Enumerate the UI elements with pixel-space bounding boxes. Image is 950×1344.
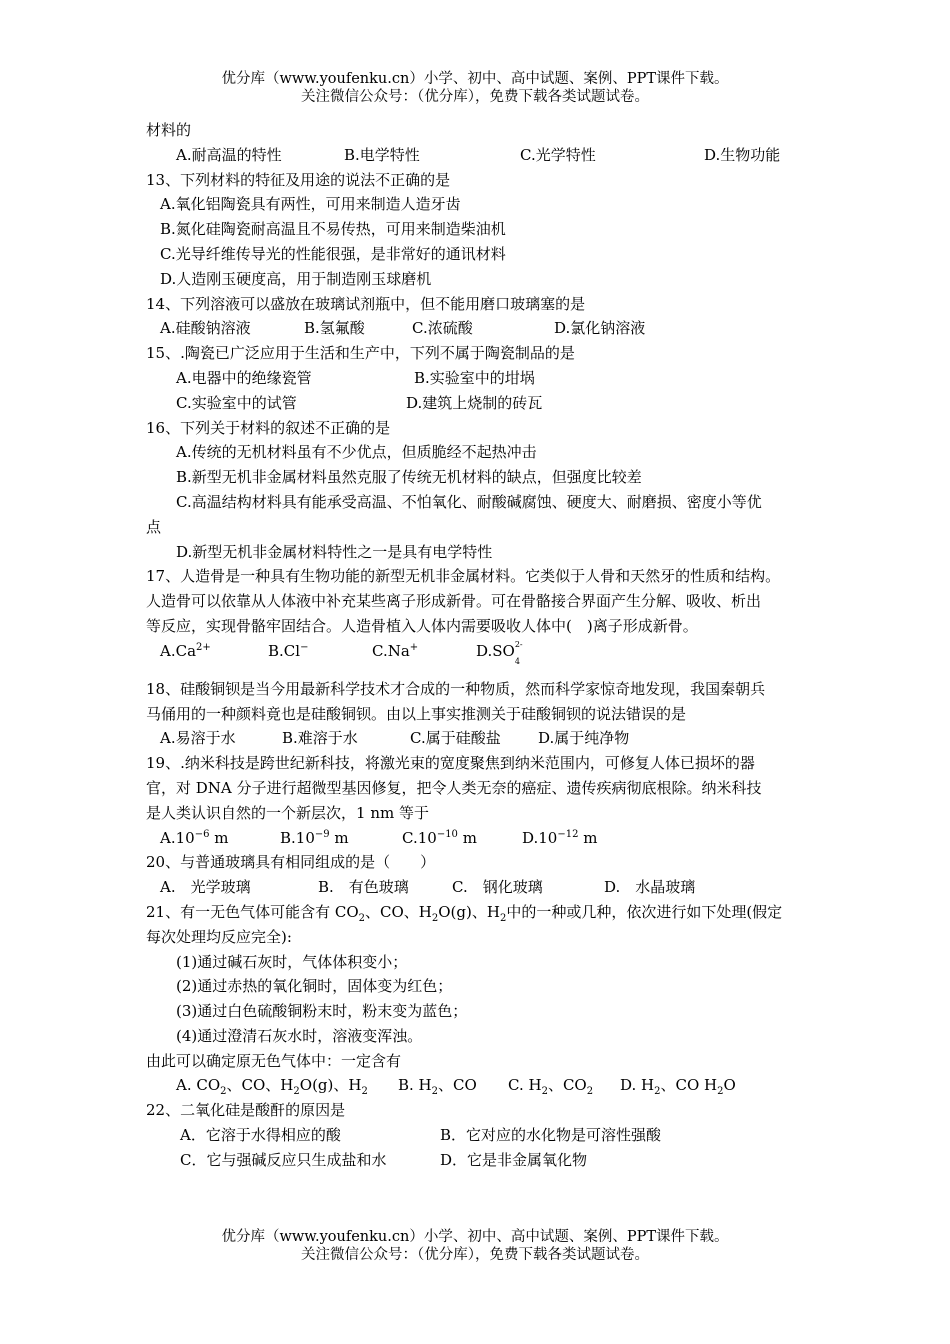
q20-stem: 20、与普通玻璃具有相同组成的是（ ） — [146, 853, 436, 872]
q21-step-2: (2)通过赤热的氧化铜时，固体变为红色； — [176, 977, 453, 996]
footer-line-2: 关注微信公众号：（优分库），免费下载各类试题试卷。 — [301, 1247, 649, 1263]
q21-line-1: 21、有一无色气体可能含有 $CO_2$、CO、$H_2O(g)$、$H_2$中的一种或几种，依次进行如下处理(假定 — [146, 902, 783, 924]
q22-option-a: A．它溶于水得相应的酸 — [180, 1126, 341, 1145]
q12-options — [146, 143, 846, 168]
q18-options — [146, 726, 846, 751]
q21-option-a: A. $CO_2$、CO、$H_2O(g)$、$H_2$ — [176, 1076, 368, 1098]
q13-option-b: B.氮化硅陶瓷耐高温且不易传热，可用来制造柴油机 — [160, 220, 506, 239]
q12-option-b: B.电学特性 — [344, 145, 420, 164]
q17-option-d: D.SO 2- 4 — [476, 639, 527, 664]
q21-option-b: B. $H_2$、CO — [398, 1076, 477, 1098]
q15-options-cd — [146, 391, 846, 416]
q13-option-d: D.人造刚玉硬度高，用于制造刚玉球磨机 — [160, 269, 432, 288]
q21-option-d: D. $H_2$、CO $H_2O$ — [620, 1076, 736, 1098]
q19-option-b: $B.10^{-9}$ m — [280, 828, 349, 847]
q20-option-d: D. 水晶玻璃 — [604, 878, 696, 897]
q22-option-c: C．它与强碱反应只生成盐和水 — [180, 1150, 387, 1169]
q18-line-1: 18、硅酸铜钡是当今用最新科学技术才合成的一种物质，然而科学家惊奇地发现，我国秦朝兵 — [146, 679, 766, 698]
q21-line-2: 每次处理均反应完全): — [146, 927, 292, 946]
q19-option-c: $C.10^{-10}$ m — [402, 828, 477, 847]
q19-line-3: 是人类认识自然的一个新层次，1 nm 等于 — [146, 803, 429, 822]
q14-stem: 14、下列溶液可以盛放在玻璃试剂瓶中，但不能用磨口玻璃塞的是 — [146, 294, 586, 313]
footer-line-1: 优分库（www.youfenku.cn）小学、初中、高中试题、案例、PPT课件下载。 — [221, 1229, 729, 1245]
q16-stem: 16、下列关于材料的叙述不正确的是 — [146, 418, 391, 437]
q18-line-2: 马俑用的一种颜料竟也是硅酸铜钡。由以上事实推测关于硅酸铜钡的说法错误的是 — [146, 704, 687, 723]
q19-line-2: 官，对 DNA 分子进行超微型基因修复，把令人类无奈的癌症、遗传疾病彻底根除。纳米科技 — [146, 778, 762, 797]
page-footer — [0, 1228, 950, 1264]
q17-option-c: C.Na+ — [372, 641, 419, 660]
q21-conclusion: 由此可以确定原无色气体中：一定含有 — [146, 1051, 402, 1070]
q16-option-c: C.高温结构材料具有能承受高温、不怕氧化、耐酸碱腐蚀、硬度大、耐磨损、密度小等优 — [176, 492, 762, 511]
q18-option-a: A.易溶于水 — [160, 729, 236, 748]
q13-option-c: C.光导纤维传导光的性能很强，是非常好的通讯材料 — [160, 244, 506, 263]
q21-step-4: (4)通过澄清石灰水时，溶液变浑浊。 — [176, 1026, 423, 1045]
q20-option-b: B. 有色玻璃 — [318, 878, 409, 897]
q15-stem: 15、.陶瓷已广泛应用于生活和生产中，下列不属于陶瓷制品的是 — [146, 344, 575, 363]
q14-option-b: B.氢氟酸 — [304, 319, 365, 338]
q15-option-b: B.实验室中的坩埚 — [414, 368, 535, 387]
q17-option-a: $A.Ca^{2+}$ — [160, 641, 211, 660]
q20-options — [146, 875, 846, 900]
page-header — [0, 70, 950, 106]
q19-options — [146, 826, 846, 851]
q12-option-a: A.耐高温的特性 — [176, 145, 282, 164]
q16-option-c-cont: 点 — [146, 517, 162, 536]
q14-options — [146, 316, 846, 341]
q15-option-a: A.电器中的绝缘瓷管 — [176, 368, 312, 387]
q14-option-d: D.氯化钠溶液 — [554, 319, 646, 338]
sulfate-charge: 2- 4 — [514, 639, 523, 666]
q13-stem: 13、下列材料的特征及用途的说法不正确的是 — [146, 170, 451, 189]
q22-options-cd — [146, 1148, 846, 1173]
q18-option-b: B.难溶于水 — [282, 729, 358, 748]
q22-stem: 22、二氧化硅是酸酐的原因是 — [146, 1101, 346, 1120]
q18-option-d: D.属于纯净物 — [538, 729, 630, 748]
exam-body — [146, 118, 846, 1173]
q15-option-d: D.建筑上烧制的砖瓦 — [406, 393, 543, 412]
q22-options-ab — [146, 1123, 846, 1148]
q16-option-d: D.新型无机非金属材料特性之一是具有电学特性 — [176, 542, 493, 561]
q19-option-a: $A.10^{-6}$ m — [160, 828, 229, 847]
q21-option-c: C. $H_2$、$CO_2$ — [508, 1076, 594, 1098]
q21-step-3: (3)通过白色硫酸铜粉末时，粉末变为蓝色； — [176, 1002, 468, 1021]
q21-options — [146, 1073, 846, 1098]
q16-option-a: A.传统的无机材料虽有不少优点，但质脆经不起热冲击 — [176, 443, 537, 462]
q12-option-c: C.光学特性 — [520, 145, 596, 164]
q15-option-c: C.实验室中的试管 — [176, 393, 297, 412]
q14-option-a: A.硅酸钠溶液 — [160, 319, 251, 338]
q17-line-3: 等反应，实现骨骼牢固结合。人造骨植入人体内需要吸收人体中( )离子形成新骨。 — [146, 616, 698, 635]
q17-option-b: B.Cl− — [268, 641, 309, 660]
q14-option-c: C.浓硫酸 — [412, 319, 473, 338]
q12-option-d: D.生物功能 — [704, 145, 781, 164]
q17-line-2: 人造骨可以依靠从人体液中补充某些离子形成新骨。可在骨骼接合界面产生分解、吸收、析出 — [146, 592, 762, 611]
q19-option-d: $D.10^{-12}$ m — [522, 828, 598, 847]
q13-option-a: A.氧化铝陶瓷具有两性，可用来制造人造牙齿 — [160, 195, 461, 214]
q16-option-b: B.新型无机非金属材料虽然克服了传统无机材料的缺点，但强度比较差 — [176, 468, 642, 487]
header-line-2: 关注微信公众号：（优分库），免费下载各类试题试卷。 — [301, 89, 649, 105]
q22-option-d: D．它是非金属氧化物 — [440, 1150, 588, 1169]
q20-option-c: C. 钢化玻璃 — [452, 878, 543, 897]
q17-line-1: 17、人造骨是一种具有生物功能的新型无机非金属材料。它类似于人骨和天然牙的性质和结构。 — [146, 567, 781, 586]
q22-option-b: B．它对应的水化物是可溶性强酸 — [440, 1126, 662, 1145]
q17-options — [146, 639, 846, 677]
q18-option-c: C.属于硅酸盐 — [410, 729, 501, 748]
q20-option-a: A. 光学玻璃 — [160, 878, 251, 897]
q19-line-1: 19、.纳米科技是跨世纪新科技，将激光束的宽度聚焦到纳米范围内，可修复人体已损坏的器 — [146, 754, 755, 773]
header-line-1: 优分库（www.youfenku.cn）小学、初中、高中试题、案例、PPT课件下载。 — [221, 71, 729, 87]
q15-options-ab — [146, 366, 846, 391]
q21-step-1: (1)通过碱石灰时，气体体积变小； — [176, 952, 408, 971]
q12-tail: 材料的 — [146, 121, 192, 139]
